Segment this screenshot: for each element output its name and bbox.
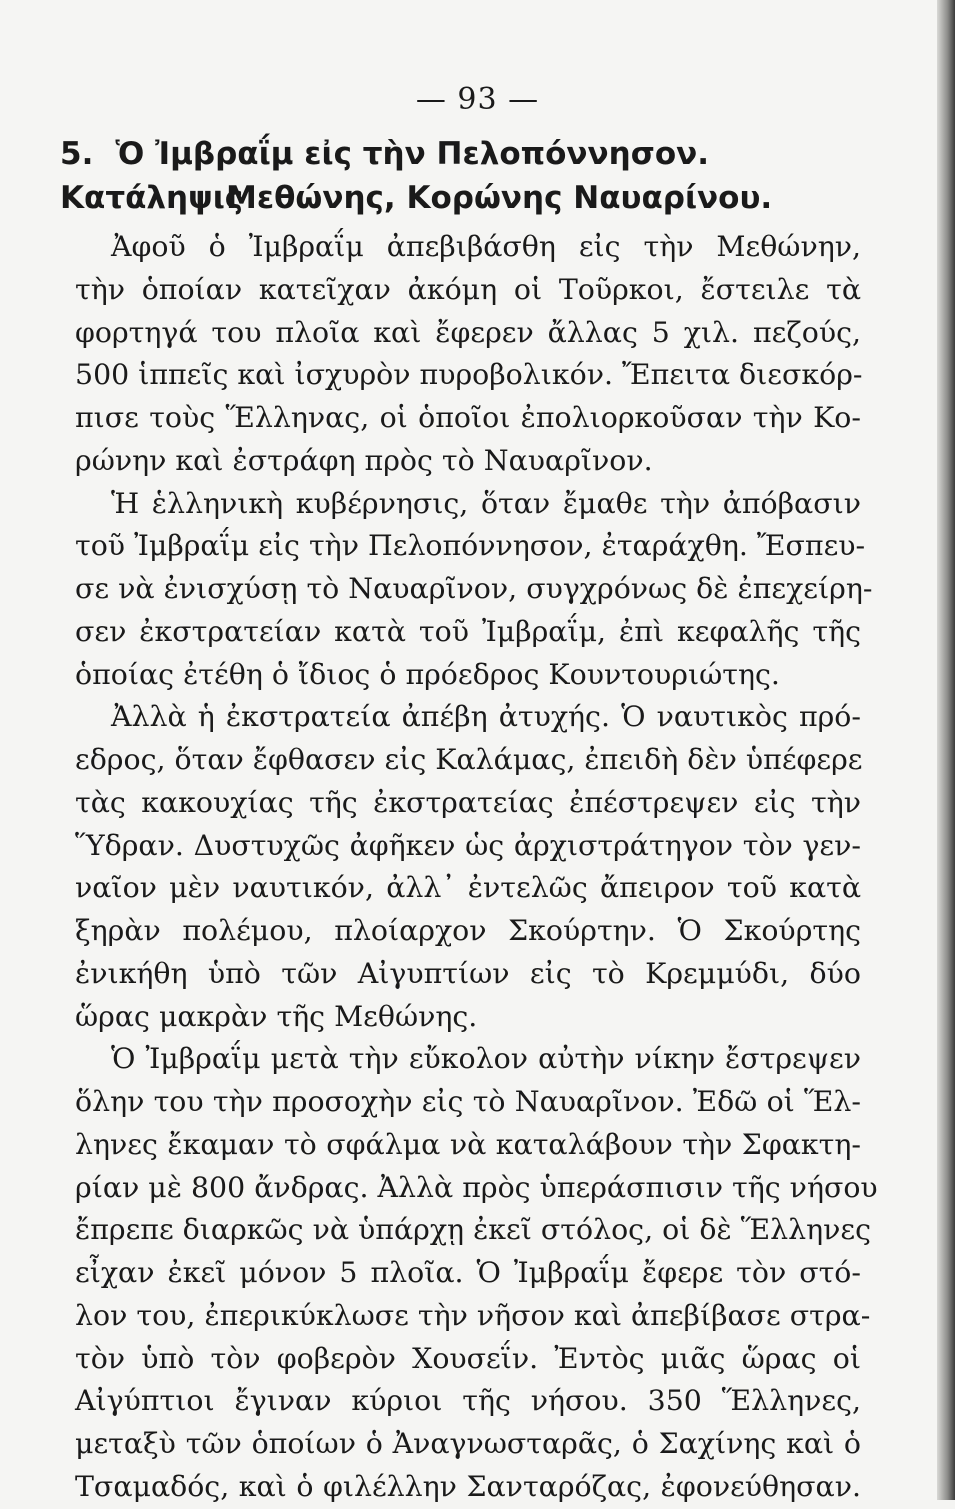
text-line: εδρος, ὅταν ἔφθασεν εἰς Καλάμας, ἐπειδὴ δὲν ὑπέφερε: [75, 743, 863, 776]
text-line: τοῦ Ἰμβραΐμ εἰς τὴν Πελοπόννησον, ἐταράχθη. Ἔσπευ-: [75, 529, 866, 563]
page-edge-shadow: [937, 0, 955, 1500]
text-line: ὅλην του τὴν προσοχὴν εἰς τὸ Ναυαρῖνον. Ἐδῶ οἱ Ἕλ-: [75, 1085, 861, 1118]
text-line: εἶχαν ἐκεῖ μόνον 5 πλοῖα. Ὁ Ἰμβραΐμ ἔφερε τὸν στό-: [75, 1256, 861, 1289]
text-line: σεν ἐκστρατείαν κατὰ τοῦ Ἰμβραΐμ, ἐπὶ κεφαλῆς τῆς: [75, 614, 861, 648]
text-line: ὥρας μακρὰν τῆς Μεθώνης.: [75, 999, 478, 1033]
text-line: ρώνην καὶ ἐστράφη πρὸς τὸ Ναυαρῖνον.: [75, 443, 653, 477]
section-number: 5.: [60, 136, 94, 172]
text-line: πισε τοὺς Ἕλληνας, οἱ ὁποῖοι ἐπολιορκοῦσαν τὴν Κο-: [75, 401, 861, 434]
text-line: λον του, ἐπερικύκλωσε τὴν νῆσον καὶ ἀπεβίβασε στρα-: [75, 1298, 871, 1332]
text-line: Ἀλλὰ ἡ ἐκστρατεία ἀπέβη ἀτυχής. Ὁ ναυτικὸς πρό-: [111, 700, 861, 734]
text-line: ναῖον μὲν ναυτικόν, ἀλλ᾽ ἐντελῶς ἄπειρον τοῦ κατὰ: [75, 871, 861, 905]
section-title-line-2: Μεθώνης, Κορώνης Ναυαρίνου.: [226, 180, 773, 216]
text-line: Ὕδραν. Δυστυχῶς ἀφῆκεν ὡς ἀρχιστράτηγον τὸν γεν-: [75, 828, 861, 862]
section-title-line-1: Ὁ Ἰμβραΐμ εἰς τὴν Πελοπόννησον. Κατάληψις: [60, 136, 710, 216]
body-text: [75, 226, 878, 1509]
text-line: ὁποίας ἐτέθη ὁ ἴδιος ὁ πρόεδρος Κουντουριώτης.: [75, 657, 780, 691]
text-line: Τσαμαδός, καὶ ὁ φιλέλλην Σανταρόζας, ἐφονεύθησαν.: [75, 1469, 861, 1503]
text-line: τὴν ὁποίαν κατεῖχαν ἀκόμη οἱ Τοῦρκοι, ἔστειλε τὰ: [75, 272, 861, 306]
text-line: Αἰγύπτιοι ἔγιναν κύριοι τῆς νήσου. 350 Ἕλληνες,: [75, 1384, 861, 1418]
text-line: μεταξὺ τῶν ὁποίων ὁ Ἀναγνωσταρᾶς, ὁ Σαχίνης καὶ ὁ: [75, 1427, 861, 1460]
text-line: Ἡ ἑλληνικὴ κυβέρνησις, ὅταν ἔμαθε τὴν ἀπόβασιν: [111, 486, 861, 520]
text-line: φορτηγά του πλοῖα καὶ ἔφερεν ἄλλας 5 χιλ. πεζούς,: [75, 315, 861, 349]
text-line: Ἀφοῦ ὁ Ἰμβραΐμ ἀπεβιβάσθη εἰς τὴν Μεθώνην,: [111, 230, 861, 263]
text-line: τὰς κακουχίας τῆς ἐκστρατείας ἐπέστρεψεν εἰς τὴν: [75, 785, 861, 819]
text-line: Ὁ Ἰμβραΐμ μετὰ τὴν εὔκολον αὐτὴν νίκην ἔστρεψεν: [111, 1042, 861, 1076]
text-line: 500 ἱππεῖς καὶ ἰσχυρὸν πυροβολικόν. Ἔπειτα διεσκόρ-: [75, 358, 863, 392]
page-number: — 93 —: [415, 82, 540, 117]
text-line: σε νὰ ἐνισχύσῃ τὸ Ναυαρῖνον, συγχρόνως δὲ ἐπεχείρη-: [75, 572, 873, 605]
text-line: ληνες ἔκαμαν τὸ σφάλμα νὰ καταλάβουν τὴν Σφακτη-: [75, 1127, 861, 1161]
text-line: τὸν ὑπὸ τὸν φοβερὸν Χουσεΐν. Ἐντὸς μιᾶς ὥρας οἱ: [75, 1341, 861, 1375]
text-line: ξηρὰν πολέμου, πλοίαρχον Σκούρτην. Ὁ Σκούρτης: [75, 914, 861, 947]
text-line: ρίαν μὲ 800 ἄνδρας. Ἀλλὰ πρὸς ὑπεράσπισιν τῆς νήσου: [75, 1170, 878, 1204]
text-line: ἐνικήθη ὑπὸ τῶν Αἰγυπτίων εἰς τὸ Κρεμμύδι, δύο: [75, 956, 861, 990]
text-line: ἔπρεπε διαρκῶς νὰ ὑπάρχῃ ἐκεῖ στόλος, οἱ δὲ Ἕλληνες: [75, 1213, 871, 1247]
